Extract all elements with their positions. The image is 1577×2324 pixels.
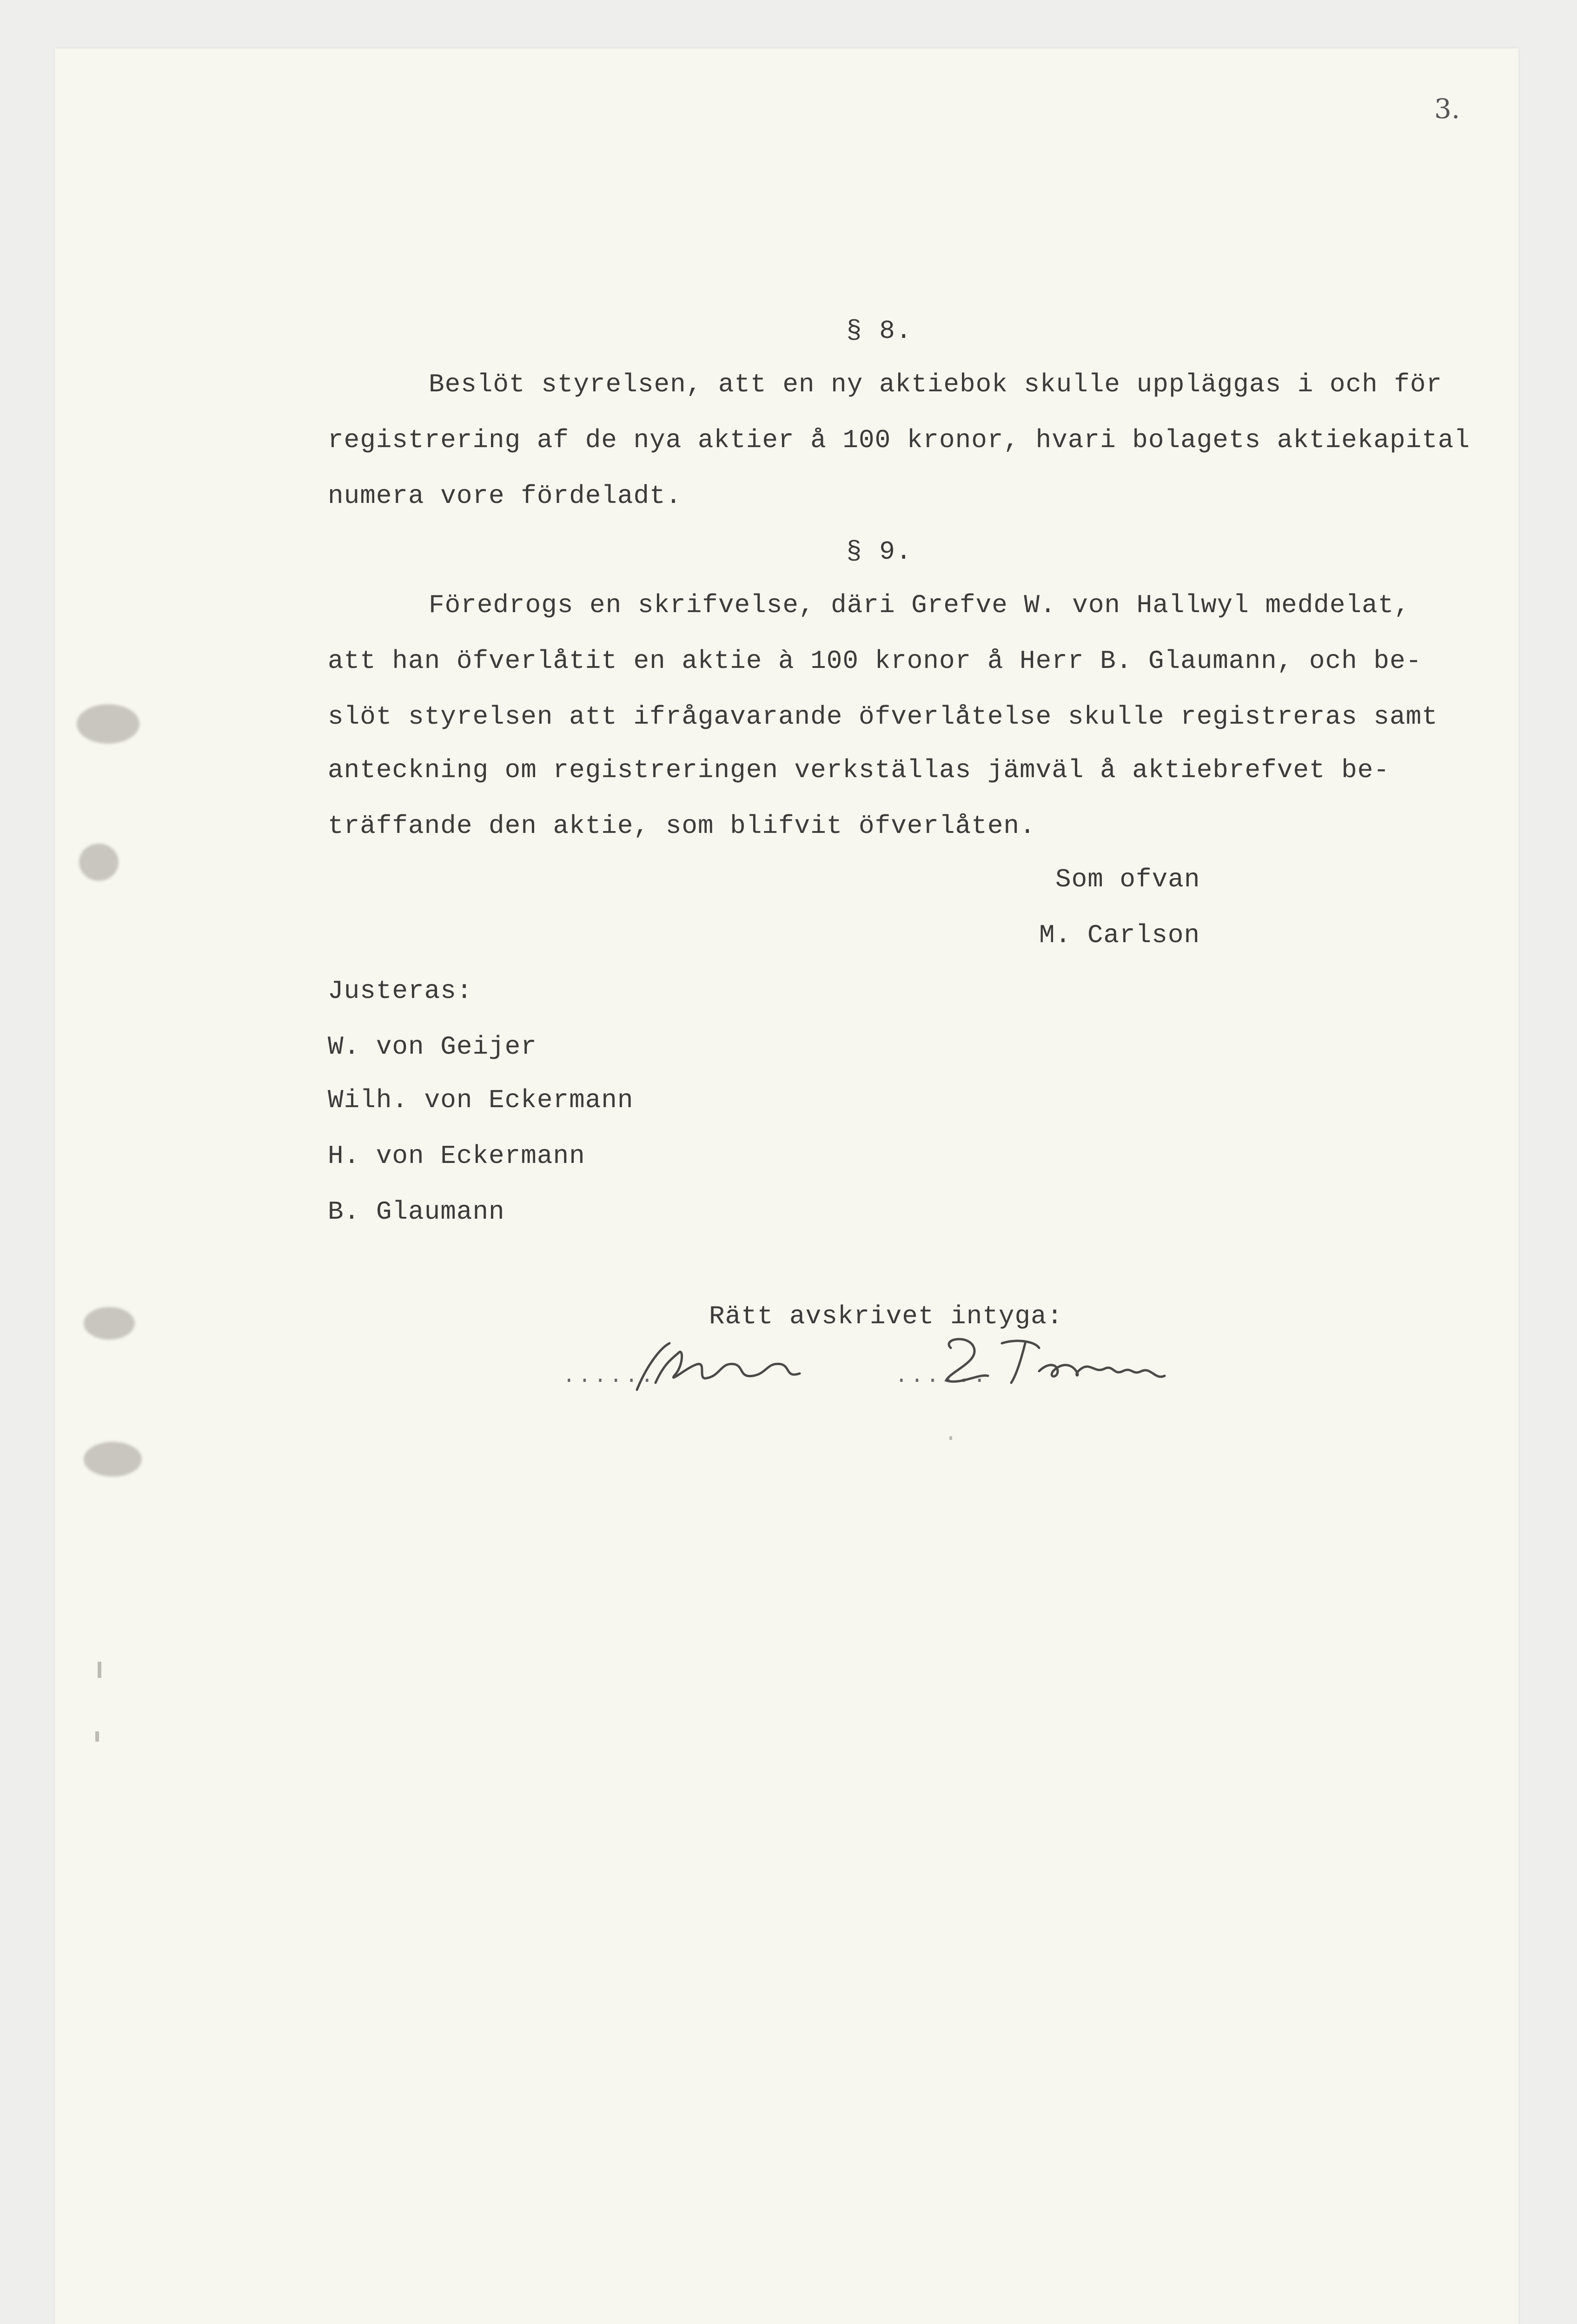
punch-hole-1 — [77, 704, 139, 744]
signature-dots-left: ...... — [563, 1364, 656, 1388]
section-9-line-5: träffande den aktie, som blifvit öfverlåten. — [328, 811, 1036, 841]
signature-1 — [628, 1339, 860, 1399]
certification-text: Rätt avskrivet intyga: — [709, 1301, 1063, 1331]
binding-mark-1 — [98, 1662, 101, 1678]
justeras-name-3: H. von Eckermann — [328, 1141, 585, 1171]
binding-mark-2 — [95, 1731, 99, 1742]
section-heading-8: § 8. — [846, 316, 913, 346]
justeras-name-4: B. Glaumann — [328, 1197, 505, 1227]
page-number: 3. — [1434, 93, 1460, 125]
section-9-line-2: att han öfverlåtit en aktie à 100 kronor å Herr B. Glaumann, och be- — [328, 646, 1422, 676]
section-8-line-1: Beslöt styrelsen, att en ny aktiebok skulle uppläggas i och för — [429, 370, 1443, 399]
punch-hole-3 — [84, 1307, 135, 1340]
punch-hole-2 — [79, 844, 119, 881]
section-9-line-4: anteckning om registreringen verkställas jämväl å aktiebrefvet be- — [328, 755, 1390, 785]
section-9-line-1: Föredrogs en skrifvelse, däri Grefve W. von Hallwyl meddelat, — [429, 590, 1410, 620]
signature-2 — [932, 1329, 1193, 1394]
justeras-label: Justeras: — [328, 976, 473, 1006]
section-heading-9: § 9. — [846, 537, 913, 567]
closing-phrase: Som ofvan — [1055, 865, 1200, 894]
justeras-name-2: Wilh. von Eckermann — [328, 1085, 634, 1115]
section-8-line-2: registrering af de nya aktier å 100 kronor, hvari bolagets aktiekapital — [328, 425, 1470, 455]
signature-dots-right: ...... — [895, 1364, 989, 1388]
punch-hole-4 — [84, 1442, 142, 1477]
closing-name: M. Carlson — [1039, 920, 1200, 950]
ink-speck — [949, 1436, 952, 1440]
section-8-line-3: numera vore fördeladt. — [328, 481, 682, 511]
justeras-name-1: W. von Geijer — [328, 1032, 537, 1062]
section-9-line-3: slöt styrelsen att ifrågavarande öfverlåtelse skulle registreras samt — [328, 702, 1438, 732]
